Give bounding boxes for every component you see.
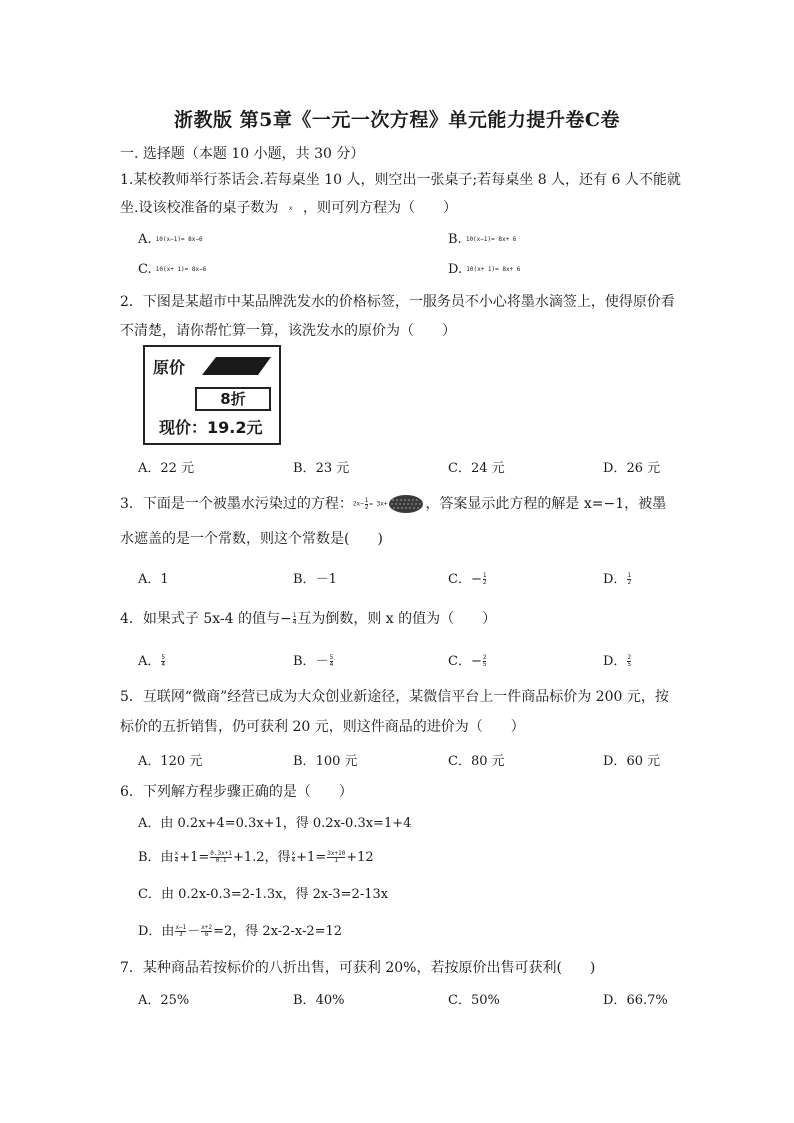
- price-tag-original-label: 原价: [153, 358, 186, 377]
- q4-option-c[interactable]: C．− $\frac{2}{5}$: [448, 654, 487, 669]
- q3-line2: 水遮盖的是一个常数，则这个常数是( ): [120, 531, 383, 547]
- q4-option-d[interactable]: D． $\frac{2}{5}$: [603, 654, 632, 669]
- section-heading: 一. 选择题（本题 10 小题，共 30 分）: [120, 146, 365, 162]
- q3-option-b[interactable]: B．－1: [293, 572, 337, 587]
- q1-option-b[interactable]: B. 10(x−1)= 8x+ 6: [448, 232, 517, 247]
- q7-option-b[interactable]: B．40%: [293, 993, 345, 1008]
- price-tag-discount: 8折: [195, 387, 271, 411]
- q5-line1: 5．互联网“微商”经营已成为大众创业新途径，某微信平台上一件商品标价为 200 元，按: [120, 689, 669, 705]
- q6-stem: 6．下列解方程步骤正确的是（ ）: [120, 784, 353, 800]
- q4-option-a[interactable]: A． $\frac{5}{4}$: [138, 654, 166, 669]
- q6-option-a[interactable]: A．由 0.2x+4=0.3x+1，得 0.2x-0.3x=1+4: [138, 816, 412, 831]
- q1-option-a[interactable]: A. 10(x−1)= 8x−6: [138, 232, 203, 247]
- q1-line2-tail: ，则可列方程为（ ）: [302, 200, 457, 216]
- q1-line1: 1.某校教师举行茶话会.若每桌坐 10 人，则空出一张桌子;若每桌坐 8 人，还有 6 人不能就: [120, 172, 681, 188]
- q4-stem: 4．如果式子 5x-4 的值与− $\frac{1}{4}$ 互为倒数，则 x 的值为（ ）: [120, 611, 497, 627]
- q6-option-d[interactable]: D．由 $\frac{x-1}{3}$ － $\frac{x+2}{6}$ =2，得 2x-2-x-2=12: [138, 924, 343, 939]
- q6-option-b[interactable]: B．由 $\frac{x}{4}$ +1= $\frac{0.3x+1}{0.1}$ +1.2，得 $\frac{x}{4}$ +1= $\frac{3x+10}{1}$ +12: [138, 850, 374, 865]
- q7-stem: 7．某种商品若按标价的八折出售，可获利 20%，若按原价出售可获利( ): [120, 960, 596, 976]
- q7-option-d[interactable]: D．66.7%: [603, 993, 668, 1008]
- ink-blot-icon: [200, 356, 272, 376]
- price-tag-figure: [143, 345, 281, 445]
- q1-variable: x: [288, 204, 293, 212]
- q1-line2-text: 坐.设该校准备的桌子数为: [120, 200, 279, 216]
- q5-line2: 标价的五折销售，仍可获利 20 元，则这件商品的进价为（ ）: [120, 719, 525, 735]
- q7-option-c[interactable]: C．50%: [448, 993, 500, 1008]
- q7-option-a[interactable]: A．25%: [138, 993, 190, 1008]
- q2-line2: 不清楚，请你帮忙算一算，该洗发水的原价为（ ）: [120, 323, 456, 339]
- q2-option-c[interactable]: C．24 元: [448, 461, 505, 476]
- page-title: 浙教版 第5章《一元一次方程》单元能力提升卷C卷: [174, 109, 620, 131]
- q1-option-d[interactable]: D. 10(x+ 1)= 8x+ 6: [448, 262, 521, 277]
- q3-option-c[interactable]: C．− $\frac{1}{2}$: [448, 572, 487, 587]
- q5-option-d[interactable]: D．60 元: [603, 754, 661, 769]
- q3-option-d[interactable]: D． $\frac{1}{2}$: [603, 572, 632, 587]
- q5-option-a[interactable]: A．120 元: [138, 754, 203, 769]
- q2-option-a[interactable]: A．22 元: [138, 461, 195, 476]
- q1-line2: [120, 197, 457, 217]
- price-tag-current-price: 现价：19.2元: [159, 418, 263, 437]
- q6-option-c[interactable]: C．由 0.2x-0.3=2-1.3x，得 2x-3=2-13x: [138, 887, 389, 902]
- q3-line1: 3．下面是一个被墨水污染过的方程：2x− $\frac{1}{2}$ = 3x+ ，答案显示此方程的解是 x=−1，被墨: [120, 493, 666, 515]
- q5-option-b[interactable]: B．100 元: [293, 754, 358, 769]
- q3-option-a[interactable]: A．1: [138, 572, 169, 587]
- q4-option-b[interactable]: B．－ $\frac{5}{4}$: [293, 654, 334, 669]
- q5-option-c[interactable]: C．80 元: [448, 754, 505, 769]
- q2-line1: 2．下图是某超市中某品牌洗发水的价格标签，一服务员不小心将墨水滴签上，使得原价看: [120, 294, 675, 310]
- q2-option-b[interactable]: B．23 元: [293, 461, 350, 476]
- ink-blot-icon: [387, 493, 425, 515]
- q2-option-d[interactable]: D．26 元: [603, 461, 661, 476]
- q1-option-c[interactable]: C. 10(x+ 1)= 8x−6: [138, 262, 207, 277]
